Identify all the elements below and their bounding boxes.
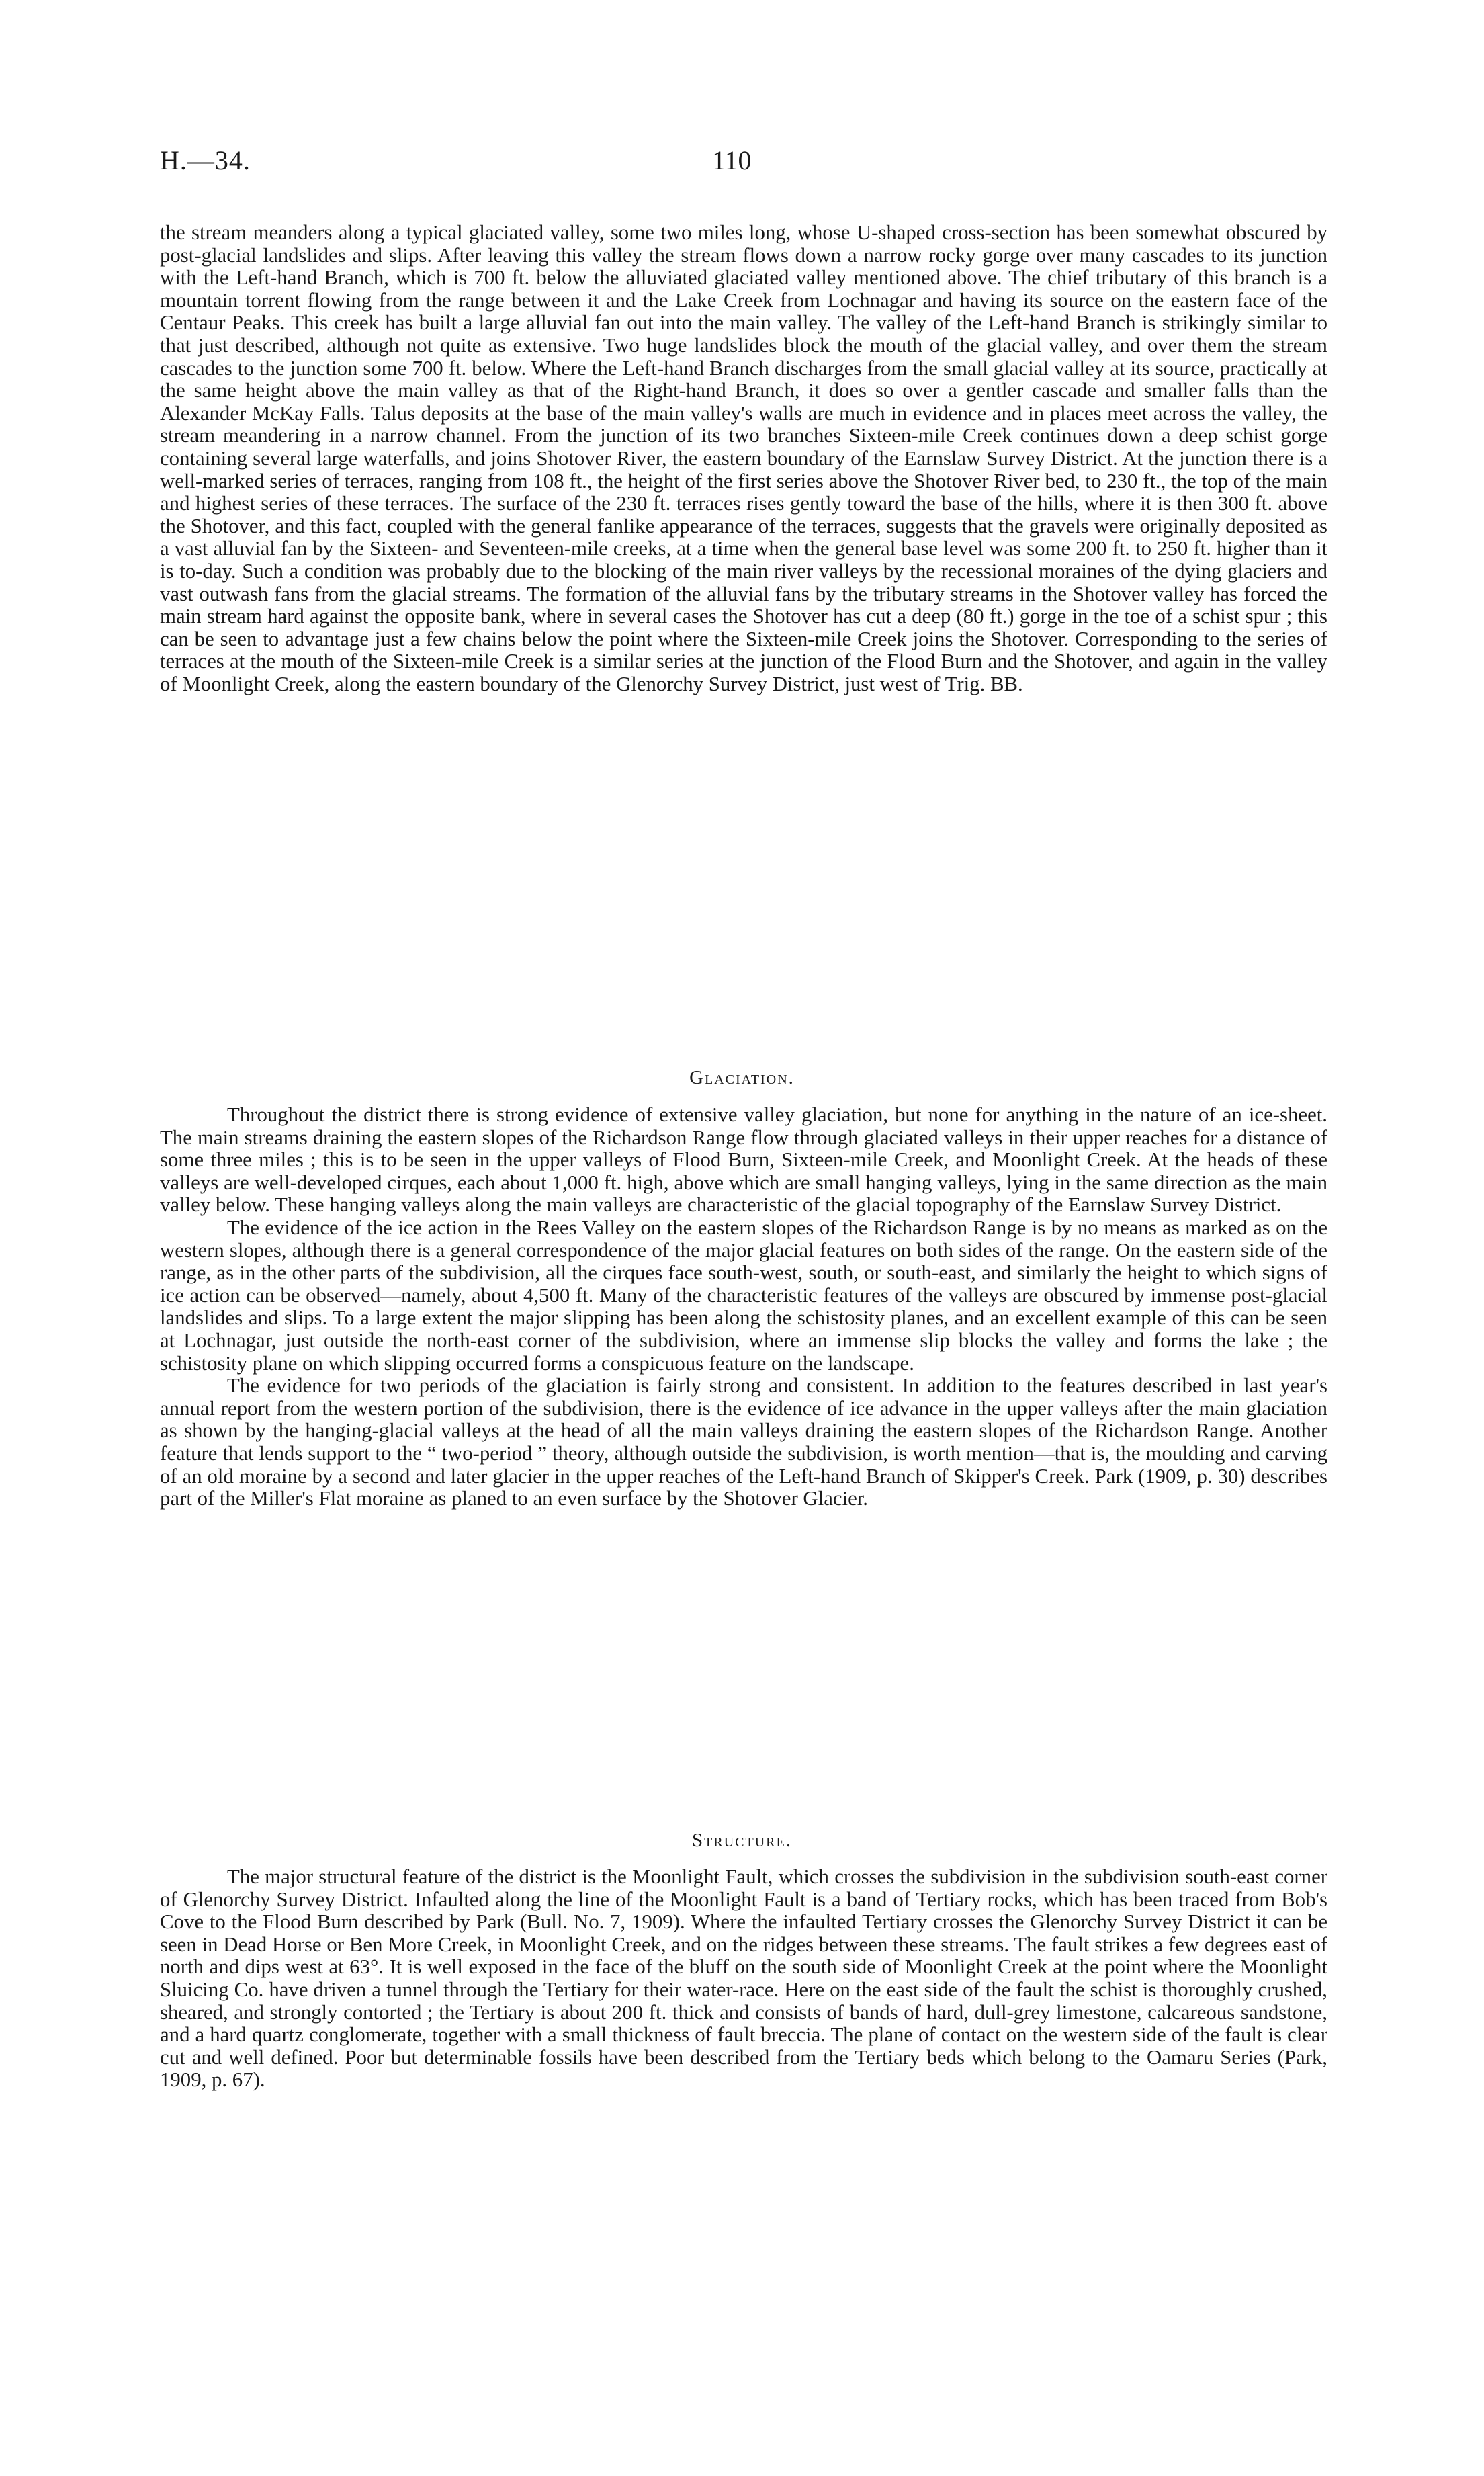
page-number: 110 <box>712 145 752 175</box>
glaciation-paragraph: Throughout the district there is strong evidence of extensive valley glaciation, but none for anything in the nature of an ice-sheet. The main streams draining the eastern slopes of the Richardson Range flow through glaciated valleys in their upper reaches for a distance of some three miles ; this is to be seen in the upper valleys of Flood Burn, Sixteen-mile Creek, and Moonlight Creek. At the heads of these valleys are well-developed cirques, each about 1,000 ft. high, above which are small hanging valleys, lying in the same direction as the main valley below. These hanging valleys along the main valleys are characteristic of the glacial topography of the Earnslaw Survey District. <box>160 1103 1327 1217</box>
intro-paragraph: the stream meanders along a typical glaciated valley, some two miles long, whose U-shaped cross-section has been somewhat obscured by post-glacial landslides and slips. After leaving this valley the stream flows down a narrow rocky gorge over many cascades to its junction with the Left-hand Branch, which is 700 ft. below the alluviated glaciated valley mentioned above. The chief tributary of this branch is a mountain torrent flowing from the range between it and the Lake Creek from Lochnagar and having its source on the eastern face of the Centaur Peaks. This creek has built a large alluvial fan out into the main valley. The valley of the Left-hand Branch is strikingly similar to that just described, although not quite as extensive. Two huge landslides block the mouth of the glacial valley, and over them the stream cascades to the junction some 700 ft. below. Where the Left-hand Branch discharges from the small glacial valley at its source, practically at the same height above the main valley as that of the Right-hand Branch, it does so over a gentler cascade and smaller falls than the Alexander McKay Falls. Talus deposits at the base of the main valley's walls are much in evidence and in places meet across the valley, the stream meandering in a narrow channel. From the junction of its two branches Sixteen-mile Creek continues down a deep schist gorge containing several large waterfalls, and joins Shotover River, the eastern boundary of the Earnslaw Survey District. At the junction there is a well-marked series of terraces, ranging from 108 ft., the height of the first series above the Shotover River bed, to 230 ft., the top of the main and highest series of these terraces. The surface of the 230 ft. terraces rises gently toward the base of the hills, where it is then 300 ft. above the Shotover, and this fact, coupled with the general fanlike appearance of the terraces, suggests that the gravels were originally deposited as a vast alluvial fan by the Sixteen- and Seventeen-mile creeks, at a time when the general base level was some 200 ft. to 250 ft. higher than it is to-day. Such a condition was probably due to the blocking of the main river valleys by the recessional moraines of the dying glaciers and vast outwash fans from the glacial streams. The formation of the alluvial fans by the tributary streams in the Shotover valley has forced the main stream hard against the opposite bank, where in several cases the Shotover has cut a deep (80 ft.) gorge in the toe of a schist spur ; this can be seen to advantage just a few chains below the point where the Sixteen-mile Creek joins the Shotover. Corresponding to the series of terraces at the mouth of the Sixteen-mile Creek is a similar series at the junction of the Flood Burn and the Shotover, and again in the valley of Moonlight Creek, along the eastern boundary of the Glenorchy Survey District, just west of Trig. BB. <box>160 221 1327 695</box>
document-reference: H.—34. <box>160 145 251 175</box>
section-heading-structure: Structure. <box>692 1830 792 1851</box>
section-heading-glaciation: Glaciation. <box>689 1067 795 1088</box>
glaciation-paragraph: The evidence for two periods of the glaciation is fairly strong and consistent. In addition to the features described in last year's annual report from the western portion of the subdivision, there is the evidence of ice advance in the upper valleys after the main glaciation as shown by the hanging-glacial valleys at the head of all the main valleys draining the eastern slopes of the Richardson Range. Another feature that lends support to the “ two-period ” theory, although outside the subdivision, is worth mention—that is, the moulding and carving of an old moraine by a second and later glacier in the upper reaches of the Left-hand Branch of Skipper's Creek. Park (1909, p. 30) describes part of the Miller's Flat moraine as planed to an even surface by the Shotover Glacier. <box>160 1374 1327 1510</box>
structure-section <box>160 1866 1327 2092</box>
structure-paragraph: The major structural feature of the district is the Moonlight Fault, which crosses the subdivision in the subdivision south-east corner of Glenorchy Survey District. Infaulted along the line of the Moonlight Fault is a band of Tertiary rocks, which has been traced from Bob's Cove to the Flood Burn described by Park (Bull. No. 7, 1909). Where the infaulted Tertiary crosses the Glenorchy Survey District it can be seen in Dead Horse or Ben More Creek, in Moonlight Creek, and on the ridges between these streams. The fault strikes a few degrees east of north and dips west at 63°. It is well exposed in the face of the bluff on the south side of Moonlight Creek at the point where the Moonlight Sluicing Co. have driven a tunnel through the Tertiary for their water-race. Here on the east side of the fault the schist is thoroughly crushed, sheared, and strongly contorted ; the Tertiary is about 200 ft. thick and consists of bands of hard, dull-grey limestone, calcareous sandstone, and a hard quartz conglomerate, together with a small thickness of fault breccia. The plane of contact on the western side of the fault is clear cut and well defined. Poor but determinable fossils have been described from the Tertiary beds which belong to the Oamaru Series (Park, 1909, p. 67). <box>160 1865 1327 2092</box>
glaciation-paragraph: The evidence of the ice action in the Rees Valley on the eastern slopes of the Richardson Range is by no means as marked as on the western slopes, although there is a general correspondence of the major glacial features on both sides of the range. On the eastern side of the range, as in the other parts of the subdivision, all the cirques face south-west, south, or south-east, and similarly the height to which signs of ice action can be observed—namely, about 4,500 ft. Many of the characteristic features of the valleys are obscured by immense post-glacial landslides and slips. To a large extent the major slipping has been along the schistosity planes, and an excellent example of this can be seen at Lochnagar, just outside the north-east corner of the subdivision, where an immense slip blocks the valley and forms the lake ; the schistosity plane on which slipping occurred forms a conspicuous feature on the landscape. <box>160 1215 1327 1375</box>
glaciation-section <box>160 1104 1327 1510</box>
